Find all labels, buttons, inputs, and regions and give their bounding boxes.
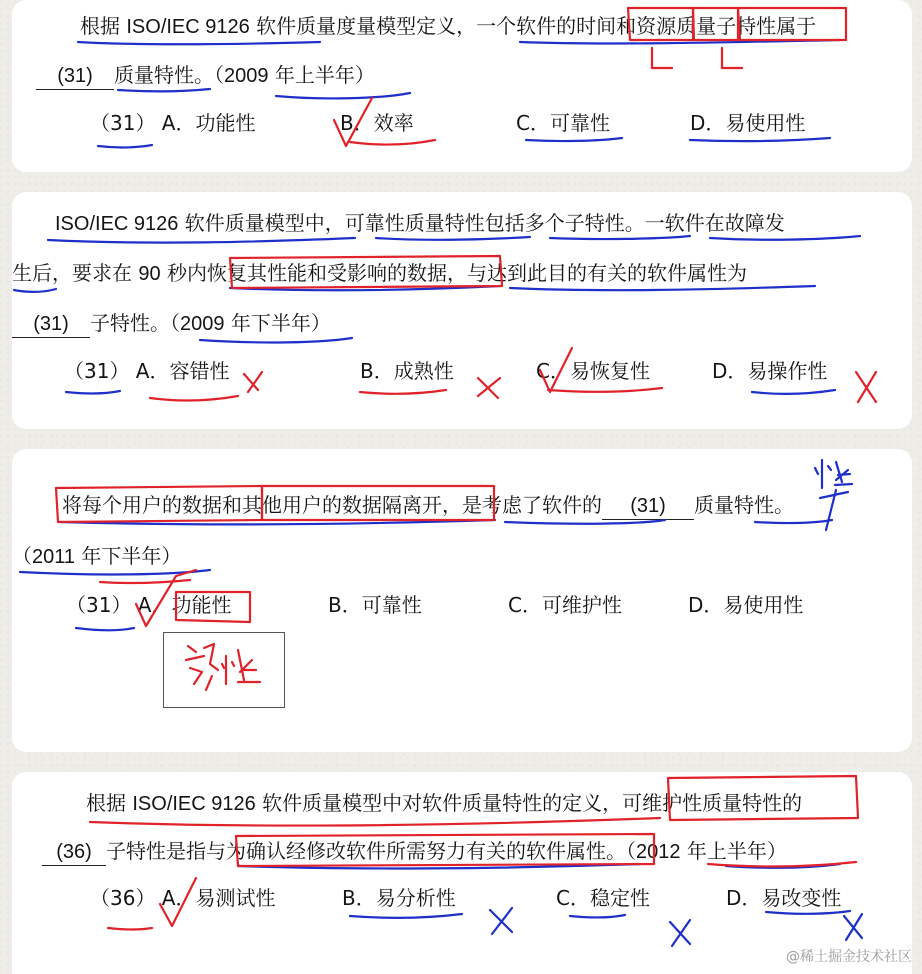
question-2-line-1: ISO/IEC 9126 软件质量模型中，可靠性质量特性包括多个子特性。一软件在故障发 [55, 211, 785, 235]
question-1-line-1: 根据 ISO/IEC 9126 软件质量度量模型定义，一个软件的时间和资源质量子特性属于 [80, 14, 817, 38]
question-1-option-c[interactable]: C．可靠性 [516, 111, 610, 135]
question-2-option-b[interactable]: B．成熟性 [360, 359, 454, 383]
question-2-option-c[interactable]: C．易恢复性 [536, 359, 650, 383]
question-3-option-a[interactable]: （31） A．功能性 [66, 593, 232, 617]
question-1-option-d[interactable]: D．易使用性 [690, 111, 806, 135]
question-1-option-a[interactable]: （31） A．功能性 [90, 111, 256, 135]
watermark: @稀土掘金技术社区 [786, 949, 912, 965]
question-3-option-c[interactable]: C．可维护性 [508, 593, 622, 617]
question-4-option-d[interactable]: D．易改变性 [726, 886, 842, 910]
answer-blank-36: (36) [42, 839, 106, 866]
question-1-line-2: (31) 质量特性。（2009 年上半年） [36, 62, 375, 90]
question-1-option-b[interactable]: B．效率 [340, 111, 414, 135]
question-2-option-d[interactable]: D．易操作性 [712, 359, 828, 383]
question-3-line-2: （2011 年下半年） [12, 544, 182, 568]
answer-blank-31: (31) [12, 311, 90, 338]
question-4-option-c[interactable]: C．稳定性 [556, 886, 650, 910]
question-3-option-d[interactable]: D．易使用性 [688, 593, 804, 617]
question-2-option-a[interactable]: （31） A．容错性 [64, 359, 230, 383]
question-4-option-a[interactable]: （36） A．易测试性 [90, 886, 276, 910]
question-3-option-b[interactable]: B．可靠性 [328, 593, 422, 617]
answer-blank-31: (31) [36, 63, 114, 90]
handwriting-box [163, 632, 285, 708]
question-2-line-3: (31) 子特性。（2009 年下半年） [12, 310, 331, 338]
question-4-option-b[interactable]: B．易分析性 [342, 886, 456, 910]
answer-blank-31: (31) [602, 493, 694, 520]
question-4-line-2: (36) 子特性是指与为确认经修改软件所需努力有关的软件属性。（2012 年上半年） [42, 838, 787, 866]
question-4-line-1: 根据 ISO/IEC 9126 软件质量模型中对软件质量特性的定义，可维护性质量特性的 [86, 791, 803, 815]
question-2-line-2: 生后，要求在 90 秒内恢复其性能和受影响的数据，与达到此目的有关的软件属性为 [12, 261, 747, 285]
question-3-line-1: 将每个用户的数据和其他用户的数据隔离开，是考虑了软件的 (31) 质量特性。 [62, 492, 794, 520]
